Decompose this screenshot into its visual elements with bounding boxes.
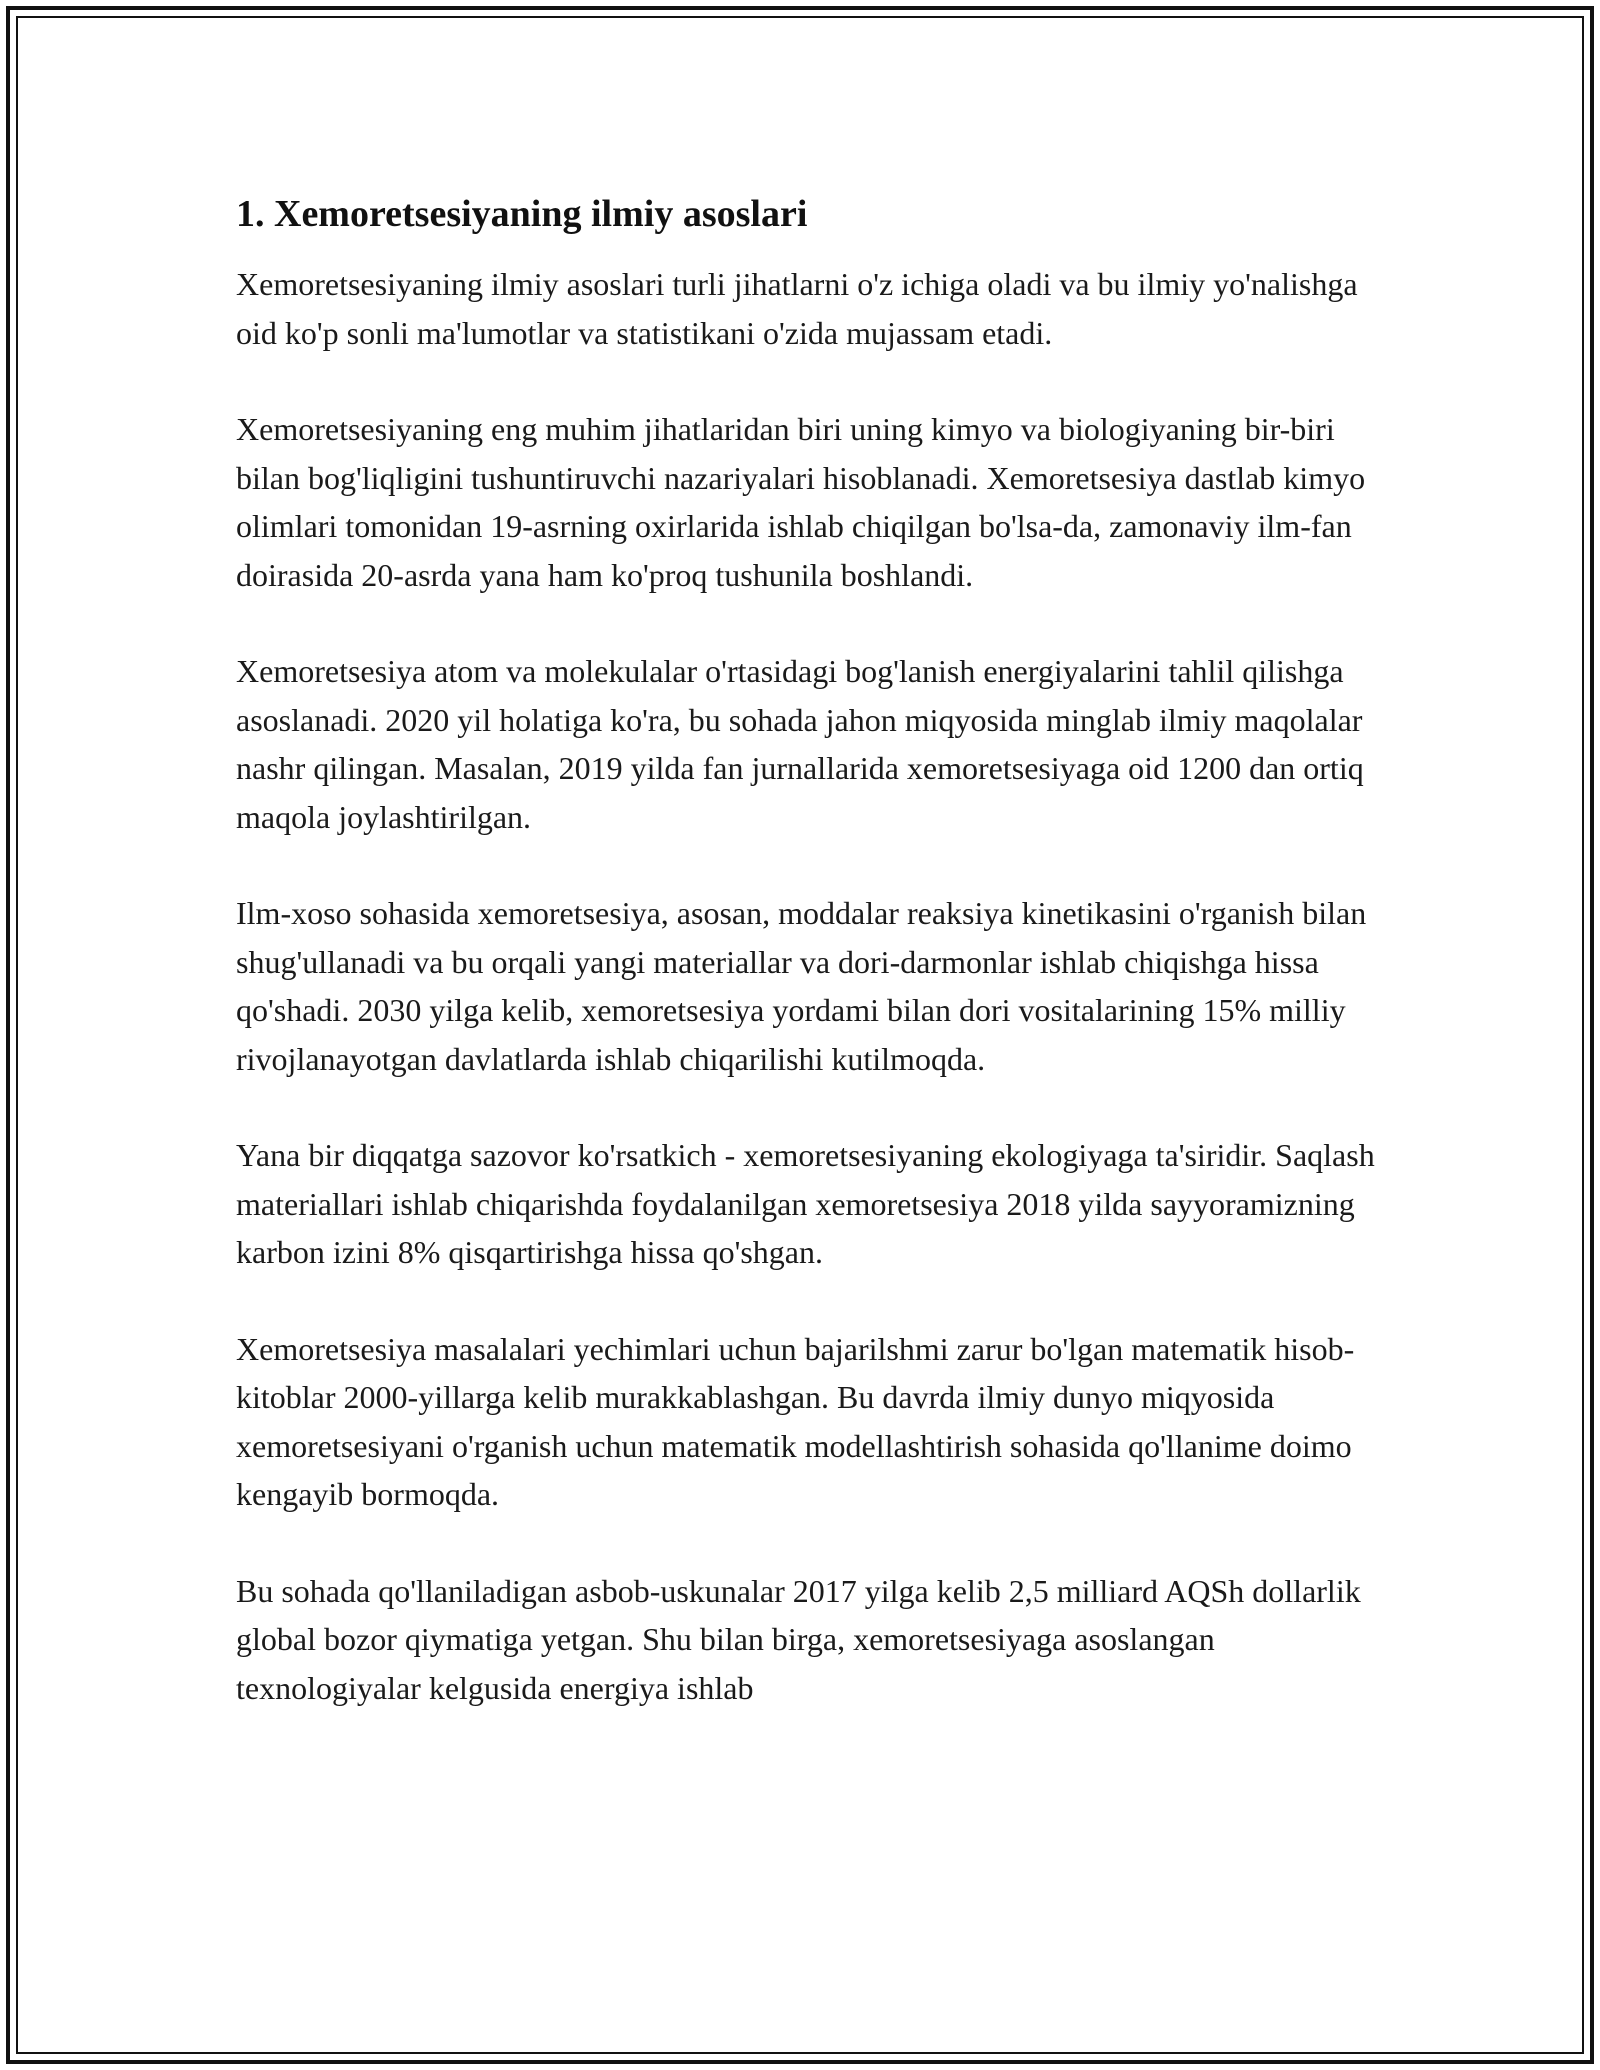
paragraph-6: Xemoretsesiya masalalari yechimlari uchun bajarilshmi zarur bo'lgan matematik hisob-kitoblar 2000-yillarga kelib murakkablashgan. Bu davrda ilmiy dunyo miqyosida xemoretsesiyani o'rganish uchun matematik modellashtirish sohasida qo'llanime doimo kengayib bormoqda. [236,1330,1355,1512]
paragraph-2: Xemoretsesiyaning eng muhim jihatlaridan biri uning kimyo va biologiyaning bir-biri bilan bog'liqligini tushuntiruvchi nazariyalari hisoblanadi. Xemoretsesiya dastlab kimyo olimlari tomonidan 19-asrning oxirlarida ishlab chiqilgan bo'lsa-da, zamonaviy ilm-fan doirasida 20-asrda yana ham ko'proq tushunila boshlandi. [236,411,1366,593]
paragraph-3: Xemoretsesiya atom va molekulalar o'rtasidagi bog'lanish energiyalarini tahlil qilishga asoslanadi. 2020 yil holatiga ko'ra, bu sohada jahon miqyosida minglab ilmiy maqolalar nashr qilingan. Masalan, 2019 yilda fan jurnallarida xemoretsesiyaga oid 1200 dan ortiq maqola joylashtirilgan. [236,653,1364,835]
document-body [236,190,1386,1760]
paragraph-1: Xemoretsesiyaning ilmiy asoslari turli jihatlarni o'z ichiga oladi va bu ilmiy yo'nalishga oid ko'p sonli ma'lumotlar va statistikani o'zida mujassam etadi. [236,266,1358,351]
section-heading: 1. Xemoretsesiyaning ilmiy asoslari [236,193,808,235]
paragraph-7: Bu sohada qo'llaniladigan asbob-uskunalar 2017 yilga kelib 2,5 milliard AQSh dollarlik global bozor qiymatiga yetgan. Shu bilan birga, xemoretsesiyaga asoslangan texnologiyalar kelgusida energiya ishlab [236,1572,1361,1706]
paragraph-5: Yana bir diqqatga sazovor ko'rsatkich - xemoretsesiyaning ekologiyaga ta'siridir. Saqlash materiallari ishlab chiqarishda foydalanilgan xemoretsesiya 2018 yilda sayyoramizning karbon izini 8% qisqartirishga hissa qo'shgan. [236,1137,1375,1270]
paragraph-4: Ilm-xoso sohasida xemoretsesiya, asosan, moddalar reaksiya kinetikasini o'rganish bilan shug'ullanadi va bu orqali yangi materiallar va dori-darmonlar ishlab chiqishga hissa qo'shadi. 2030 yilga kelib, xemoretsesiya yordami bilan dori vositalarining 15% milliy rivojlanayotgan davlatlarda ishlab chiqarilishi kutilmoqda. [236,895,1367,1077]
